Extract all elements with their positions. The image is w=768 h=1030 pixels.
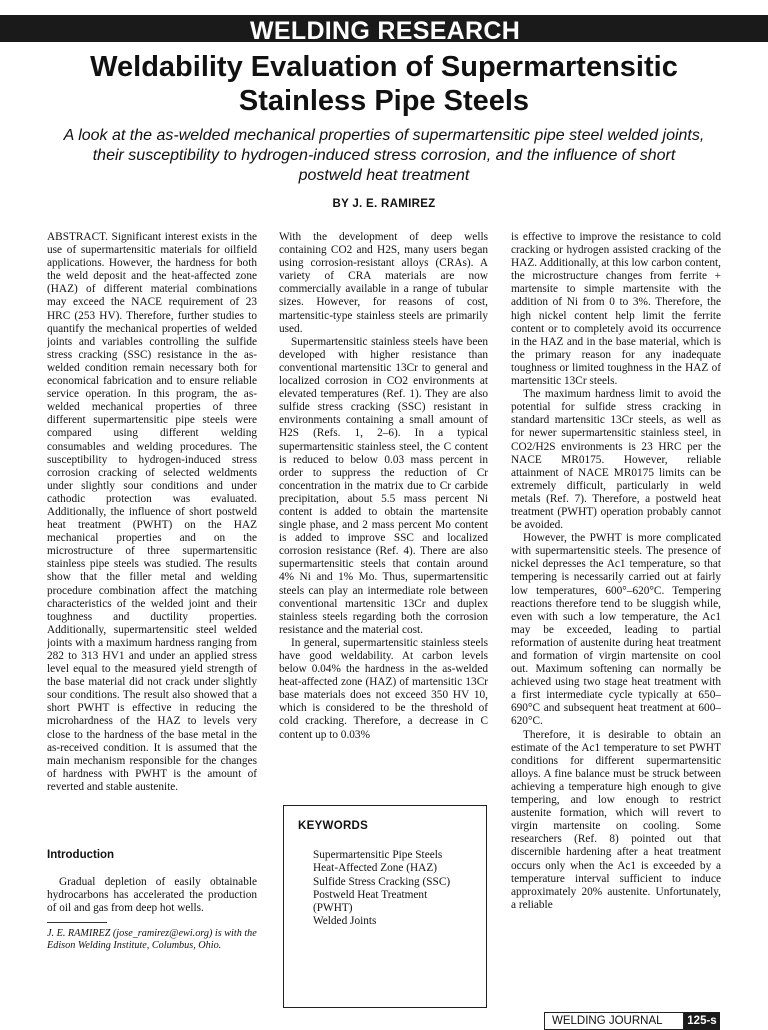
page-number: 125-s — [684, 1012, 720, 1030]
keywords-title: KEYWORDS — [298, 820, 369, 832]
body-paragraph: Supermartensitic stainless steels have been developed with higher resistance than conventional martensitic 13Cr to general and localized corrosion in CO2 environments at elevated temperatures (Ref. 1). They are also sulfide stress cracking (SSC) resistant in environments containing a small amount of H2S (Refs. 1, 2–6). In a typical supermartensitic stainless steel, the C content is reduced to below 0.03 mass percent in order to suppress the reduction of Cr concentration in the matrix due to Cr carbide precipitation, about 5.5 mass percent Ni content is added to obtain the martensite single phase, and 2 mass percent Mo content is added to improve SSC and localized corrosion resistance (Ref. 4). There are also supermartensitic steels that contain around 4% Ni and 1% Mo. Thus, supermartensitic steels can play an intermediate role between conventional martensitic 13Cr and duplex stainless steels regarding both the corrosion resistance and the material cost. — [279, 335, 488, 636]
body-paragraph: The maximum hardness limit to avoid the potential for sulfide stress cracking in standard martensitic 13Cr steels, as well as for newer supermartensitic stainless steel, in CO2/H2S environments is 23 HRC per the NACE MR0175. However, reliable attainment of NACE MR0175 limits can be extremely difficult, particularly in weld metals (Ref. 7). Therefore, a postweld heat treatment (PWHT) operation probably cannot be avoided. — [511, 388, 721, 532]
article-title — [0, 50, 768, 118]
column-3 — [511, 231, 721, 1001]
column-1 — [47, 231, 257, 831]
body-paragraph: is effective to improve the resistance to cold cracking or hydrogen assisted cracking of the HAZ. Additionally, at this low carbon content, the microstructure changes from ferrite + martensite to simple martensite with the addition of Ni from 0 to 3%. Therefore, the high nickel content help limit the ferrite content or to completely avoid its occurrence in the HAZ and in the base material, which is the primary reason for any inadequate toughness or limited toughness in the HAZ of martensitic 13Cr steels. — [511, 231, 721, 388]
title-line-2: Stainless Pipe Steels — [238, 85, 530, 117]
column-2 — [279, 231, 488, 791]
body-paragraph: Therefore, it is desirable to obtain an estimate of the Ac1 temperature to set PWHT conditions for different supermartensitic alloys. A fine balance must be struck between achieving a temperature high enough to give tempering, and low enough to restrict austenite formation, which will revert to virgin martensite on cooling. Some researchers (Ref. 8) pointed out that discernible hardening after a heat treatment occurs only when the Ac1 is exceeded by a temperature interval sufficient to induce approximately 20% austenite. Unfortunately, a reliable — [511, 728, 721, 911]
keyword-item: (PWHT) — [313, 902, 353, 915]
footer-journal-name: WELDING JOURNAL — [552, 1015, 663, 1027]
footnote-divider — [47, 922, 107, 923]
keyword-item: Welded Joints — [313, 915, 377, 928]
keyword-item: Postweld Heat Treatment — [313, 888, 428, 901]
body-paragraph: With the development of deep wells containing CO2 and H2S, many users began using corrosion-resistant alloys (CRAs). A variety of CRA materials are now commercially available in a range of tubular sizes. However, for reasons of cost, martensitic-type stainless steels are primarily used. — [279, 231, 488, 335]
author-byline: BY J. E. RAMIREZ — [332, 198, 436, 210]
abstract-paragraph: ABSTRACT. Significant interest exists in the use of supermartensitic materials for oilfield applications. However, the hardness for both the weld deposit and the heat-affected zone (HAZ) of different material combinations may exceed the NACE requirement of 23 HRC (253 HV). Therefore, further studies to quantify the mechanical properties of welded joints and variables controlling the sulfide stress cracking (SSC) resistance in the as-welded condition remain necessary both for economical fabrication and to ensure reliable service operation. In this program, the as-welded mechanical properties of three different supermartensitic pipe steels were compared using different welding consumables and welding procedures. The susceptibility to hydrogen-induced stress corrosion cracking of selected weldments under slightly sour conditions and under cathodic protection was evaluated. Additionally, the influence of short postweld heat treatment (PWHT) on the HAZ mechanical properties and on the microstructure of three supermartensitic stainless pipe steels was studied. The results show that the filler metal and welding procedure combination affect the matching characteristics of the welded joint and their toughness and ductility properties. Additionally, supermartensitic steel welded joints with a maximum hardness ranging from 282 to 313 HV1 and under an applied stress level equal to the measured yield strength of the base material did not crack under slightly sour conditions. The result also showed that a short PWHT is effective in reducing the microhardness of the HAZ to levels very close to the hardness of the base metal in the as-received condition. It is assumed that the main mechanism responsible for the changes of hardness with PWHT is the amount of reverted and stable austenite. — [47, 231, 257, 793]
title-line-1: Weldability Evaluation of Supermartensitic — [90, 51, 678, 83]
introduction-paragraph: Gradual depletion of easily obtainable hydrocarbons has accelerated the production of oil and gas from deep hot wells. — [47, 876, 257, 915]
article-subtitle: A look at the as-welded mechanical properties of supermartensitic pipe steel welded joints, their susceptibility to hydrogen-induced stress corrosion, and the influence of short postweld heat treatment — [63, 127, 705, 184]
author-footnote: J. E. RAMIREZ (jose_ramirez@ewi.org) is with the Edison Welding Institute, Columbus, Ohio. — [47, 928, 257, 952]
keyword-item: Sulfide Stress Cracking (SSC) — [313, 875, 451, 888]
keyword-item: Heat-Affected Zone (HAZ) — [313, 862, 437, 875]
body-paragraph: However, the PWHT is more complicated with supermartensitic steels. The presence of nickel depresses the Ac1 temperature, so that tempering is necessarily carried out at fairly low temperatures, 600°–620°C. Tempering reactions therefore tend to be sluggish while, even with such a low temperature, the Ac1 may be exceeded, leading to partial reformation of austenite during heat treatment and formation of virgin martensite on cool out. Maximum softening can normally be achieved using two stage heat treatment with a first intermediate cycle typically at 650–690°C and subsequent heat treatment at 600–620°C. — [511, 532, 721, 728]
body-paragraph: In general, supermartensitic stainless steels have good weldability. At carbon levels below 0.04% the hardness in the as-welded heat-affected zone (HAZ) of martensitic 13Cr base materials does not exceed 350 HV 10, which is considered to be the threshold of cold cracking. Therefore, a decrease in C content up to 0.03% — [279, 636, 488, 741]
section-label: WELDING RESEARCH — [250, 17, 521, 45]
keywords-list — [313, 849, 450, 929]
keywords-box — [283, 805, 487, 1008]
introduction-heading: Introduction — [47, 849, 115, 861]
keyword-item: Supermartensitic Pipe Steels — [313, 849, 443, 861]
